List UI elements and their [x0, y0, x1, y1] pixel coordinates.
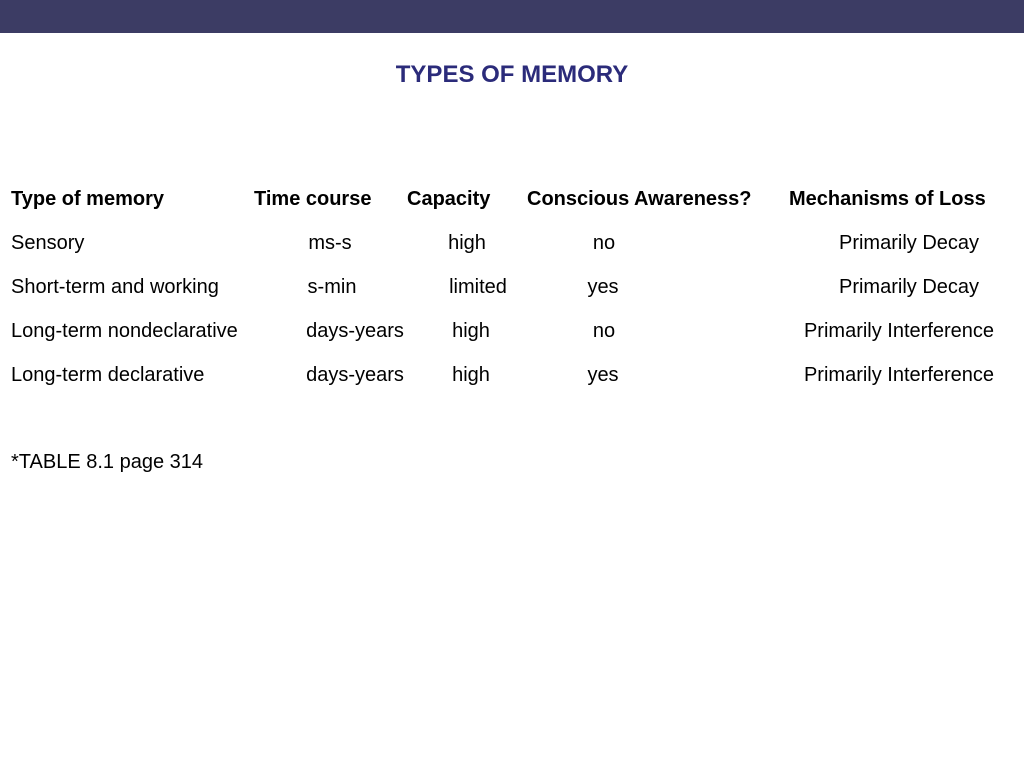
cell-type: Long-term nondeclarative	[11, 320, 238, 342]
cell-type: Short-term and working	[11, 276, 219, 298]
cell-type: Sensory	[11, 232, 85, 254]
cell-mechanisms-of-loss: Primarily Interference	[803, 364, 995, 386]
cell-mechanisms-of-loss: Primarily Interference	[803, 320, 995, 342]
cell-capacity: high	[448, 232, 486, 254]
top-banner-bar	[0, 0, 1024, 33]
cell-type: Long-term declarative	[11, 364, 205, 386]
cell-time-course: s-min	[307, 276, 357, 298]
cell-mechanisms-of-loss: Primarily Decay	[838, 232, 980, 254]
table-footnote: *TABLE 8.1 page 314	[11, 451, 203, 473]
column-header-time-course: Time course	[254, 188, 372, 210]
slide-title: TYPES OF MEMORY	[395, 61, 629, 88]
cell-time-course: days-years	[306, 320, 404, 342]
cell-conscious-awareness: no	[592, 232, 616, 254]
cell-capacity: high	[452, 320, 490, 342]
cell-conscious-awareness: yes	[587, 276, 619, 298]
cell-capacity: limited	[449, 276, 507, 298]
column-header-conscious-awareness: Conscious Awareness?	[527, 188, 752, 210]
cell-time-course: ms-s	[308, 232, 352, 254]
cell-conscious-awareness: no	[592, 320, 616, 342]
cell-mechanisms-of-loss: Primarily Decay	[838, 276, 980, 298]
cell-time-course: days-years	[306, 364, 404, 386]
cell-capacity: high	[452, 364, 490, 386]
column-header-mechanisms-of-loss: Mechanisms of Loss	[789, 188, 986, 210]
column-header-capacity: Capacity	[407, 188, 491, 210]
cell-conscious-awareness: yes	[587, 364, 619, 386]
column-header-type: Type of memory	[11, 188, 164, 210]
